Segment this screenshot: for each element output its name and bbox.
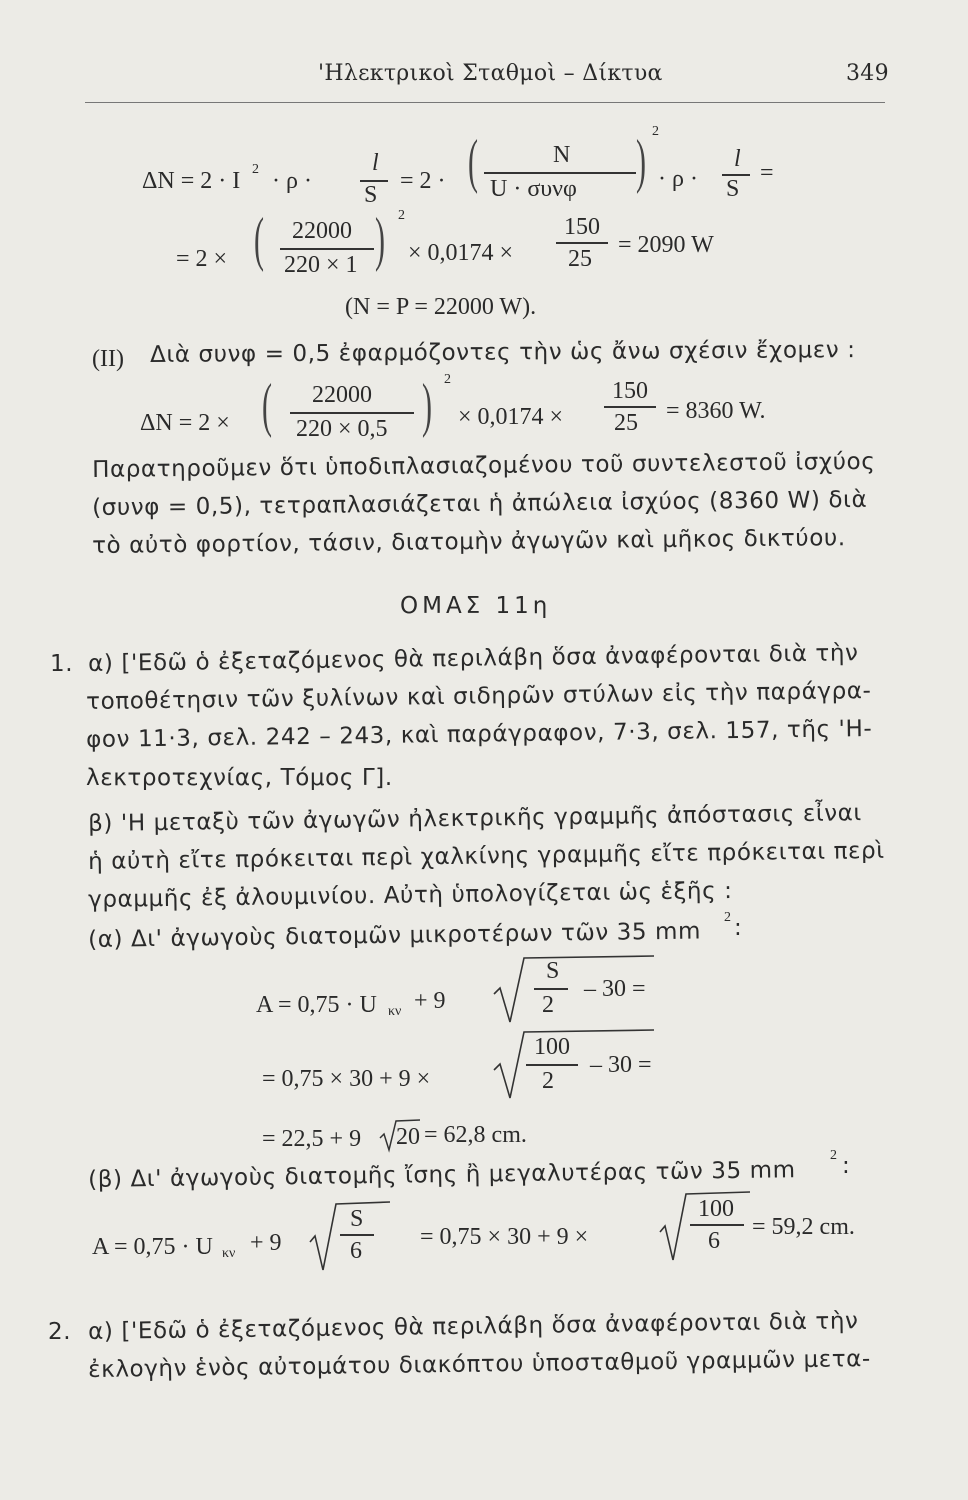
item1-d-superscript: 2 <box>830 1148 837 1163</box>
item2-number: 2. <box>48 1319 72 1345</box>
item1-c-superscript: 2 <box>724 910 731 925</box>
eq1-tail: · ρ · <box>658 166 698 192</box>
eq2-start: = 2 × <box>176 246 228 272</box>
item1-b-line1: β) 'Η μεταξὺ τῶν ἀγωγῶν ἠλεκτρικῆς γραμμῆς ἀπόστασις εἶναι <box>87 800 863 837</box>
page-number: 349 <box>846 61 889 86</box>
item1-line1: α) ['Εδῶ ὁ ἐξεταζόμενος θὰ περιλάβη ὅσα ἀναφέρονται διὰ τὴν <box>87 640 859 677</box>
item1-c-text: (α) Δι' ἀγωγοὺς διατομῶν μικροτέρων τῶν 35 mm <box>87 918 702 953</box>
eq1-frac-num: l <box>372 150 379 176</box>
item1-number: 1. <box>50 651 74 677</box>
eq4-mult: × 0,0174 × <box>458 404 564 430</box>
eq4-den: 220 × 0,5 <box>296 416 388 442</box>
para1-line3: τὸ αὐτὸ φορτίον, τάσιν, διατομὴν ἀγωγῶν καὶ μῆκος δικτύου. <box>91 525 846 559</box>
eqC-lhs: = 22,5 + 9 <box>262 1126 362 1152</box>
eq4-frac-bar <box>290 412 414 414</box>
eqB-tail: – 30 = <box>590 1052 652 1078</box>
eqA-frac-bar <box>534 988 568 990</box>
eq2-num2: 150 <box>564 214 600 240</box>
item1-b-line2: ἡ αὐτὴ εἴτε πρόκειται περὶ χαλκίνης γραμμῆς εἴτε πρόκειται περὶ <box>87 837 885 875</box>
eqB-frac-bar <box>526 1064 578 1066</box>
eq4-num2: 150 <box>612 378 648 404</box>
eqD-frac-bar-2 <box>690 1224 744 1226</box>
item1-line2: τοποθέτησιν τῶν ξυλίνων καὶ σιδηρῶν στύλων εἰς τὴν παράγρα- <box>85 678 872 715</box>
eq2-frac-bar <box>280 248 374 250</box>
item1-line3: φον 11·3, σελ. 242 – 243, καὶ παράγραφον, 7·3, σελ. 157, τῆς 'Η- <box>85 716 873 753</box>
part2-label: (II) <box>92 346 124 372</box>
eqA-lhs: A = 0,75 · U <box>256 992 377 1018</box>
eqD-frac-bar <box>340 1234 374 1236</box>
eqD-den: 6 <box>350 1238 362 1264</box>
eq1-frac-bar-2 <box>484 172 636 174</box>
eqD-den2: 6 <box>708 1228 720 1254</box>
group-title: ΟΜΑΣ 11η <box>400 593 552 619</box>
eqD-subscript: κν <box>222 1246 236 1261</box>
eq2-den2: 25 <box>568 246 592 272</box>
item2-line2: ἐκλογὴν ἑνὸς αὐτομάτου διακόπτου ὑποσταθμοῦ γραμμῶν μετα- <box>87 1346 872 1383</box>
eq1-num-n: N <box>553 142 571 168</box>
eq2-frac-bar-2 <box>556 242 608 244</box>
eq1-paren-open: ( <box>468 128 478 194</box>
header-rule <box>85 102 885 103</box>
item1-d-text: (β) Δι' ἀγωγοὺς διατομῆς ἴσης ἢ μεγαλυτέρας τῶν 35 mm <box>87 1157 796 1193</box>
eqD-plus: + 9 <box>250 1230 282 1256</box>
eq4-num: 22000 <box>312 382 372 408</box>
eq1-mid: · ρ · <box>272 168 312 194</box>
eq1-den-ucos: U · συνφ <box>490 176 577 202</box>
eq2-num: 22000 <box>292 218 352 244</box>
item1-b-line3: γραμμῆς ἐξ ἀλουμινίου. Αὐτὴ ὑπολογίζεται ὡς ἑξῆς : <box>87 878 733 913</box>
eqA-num: S <box>546 958 560 984</box>
para1-line1: Παρατηροῦμεν ὅτι ὑποδιπλασιαζομένου τοῦ συντελεστοῦ ἰσχύος <box>91 448 876 483</box>
eq1-lhs: ΔN = 2 · I <box>142 168 241 194</box>
eqB-den: 2 <box>542 1068 554 1094</box>
item1-c-colon: : <box>734 915 743 941</box>
eq1-frac-den: S <box>364 182 378 208</box>
eq1-frac2-num: l <box>734 146 741 172</box>
eqC-radicand: 20 <box>396 1124 420 1150</box>
eq3: (N = P = 22000 W). <box>345 294 537 320</box>
eqA-tail: – 30 = <box>584 976 646 1002</box>
eq4-frac-bar-2 <box>604 406 656 408</box>
eq2-paren-open: ( <box>254 206 264 272</box>
part2-text: Διὰ συνφ = 0,5 ἐφαρμόζοντες τὴν ὡς ἄνω σχέσιν ἔχομεν : <box>149 337 856 368</box>
eq2-result: = 2090 W <box>618 232 714 258</box>
eq1-exponent: 2 <box>252 162 259 177</box>
eqB-num: 100 <box>534 1034 570 1060</box>
eq4-paren-open: ( <box>262 372 272 438</box>
eqC-tail: = 62,8 cm. <box>424 1122 527 1148</box>
running-header-title: 'Ηλεκτρικοὶ Σταθμοὶ – Δίκτυα <box>318 61 663 86</box>
eq4-paren-close: ) <box>422 372 432 438</box>
para1-line2: (συνφ = 0,5), τετραπλασιάζεται ἡ ἀπώλεια ἰσχύος (8360 W) διὰ <box>91 486 868 521</box>
item1-line4: λεκτροτεχνίας, Τόμος Γ]. <box>86 765 393 791</box>
eqD-mid: = 0,75 × 30 + 9 × <box>420 1224 589 1250</box>
eq1-end: = <box>760 160 774 186</box>
eq1-frac2-den: S <box>726 176 740 202</box>
eq1-eq2: = 2 · <box>400 168 446 194</box>
eqA-plus: + 9 <box>414 988 446 1014</box>
eqA-subscript: κν <box>388 1004 402 1019</box>
eqA-den: 2 <box>542 992 554 1018</box>
eqD-result: = 59,2 cm. <box>752 1214 855 1240</box>
eq4-den2: 25 <box>614 410 638 436</box>
item2-line1: α) ['Εδῶ ὁ ἐξεταζόμενος θὰ περιλάβη ὅσα ἀναφέρονται διὰ τὴν <box>87 1308 859 1345</box>
eq4-start: ΔN = 2 × <box>140 410 230 436</box>
eq2-mult: × 0,0174 × <box>408 240 514 266</box>
eq4-result: = 8360 W. <box>666 398 766 424</box>
item1-d-colon: : <box>842 1153 851 1179</box>
eq2-paren-close: ) <box>375 206 385 272</box>
eqD-num: S <box>350 1206 364 1232</box>
eqB-lhs: = 0,75 × 30 + 9 × <box>262 1066 431 1092</box>
eq2-exponent: 2 <box>398 208 405 223</box>
eqD-lhs: A = 0,75 · U <box>92 1234 213 1260</box>
eq1-exponent-2: 2 <box>652 124 659 139</box>
eq2-den: 220 × 1 <box>284 252 358 278</box>
eq1-paren-close: ) <box>636 128 646 194</box>
eqD-num2: 100 <box>698 1196 734 1222</box>
eq4-exponent: 2 <box>444 372 451 387</box>
